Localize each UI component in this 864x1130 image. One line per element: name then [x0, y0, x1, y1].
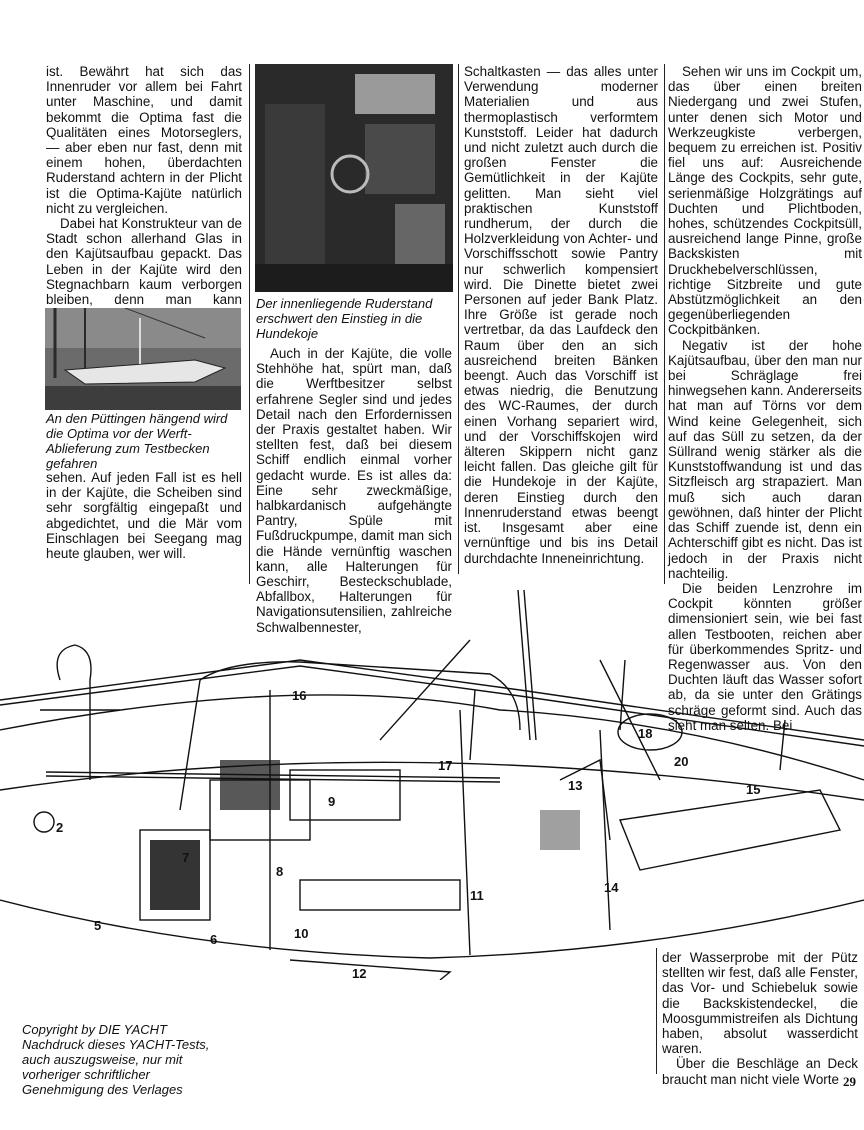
caption-harbor-photo: An den Püttingen hängend wird die Optima vor der Werft-Ablieferung zum Testbecken gefahren	[46, 411, 228, 471]
paragraph: Über die Beschläge an Deck braucht man nicht viele Worte	[662, 1056, 858, 1087]
drawing-label-17: 17	[438, 758, 453, 773]
column-4-bottom	[662, 950, 858, 1087]
column-1-top	[46, 64, 242, 322]
drawing-label-15: 15	[746, 782, 761, 797]
drawing-label-16: 16	[292, 688, 307, 703]
drawing-label-12: 12	[352, 966, 367, 980]
paragraph: Die beiden Lenzrohre im Cockpit könnten größer dimensioniert sein, wie bei fast allen Testbooten, reichen aber für überkommendes Spritz- und Regenwasser aus. Von den Duchten läuft das Wasser sofort ab, da sie unter den Grätings schräge geformt sind. Auch das sieht man selten. Bei	[668, 580, 862, 733]
drawing-label-11: 11	[470, 888, 484, 903]
photo-harbor	[45, 308, 241, 410]
paragraph: Auch in der Kajüte, die volle Stehhöhe hat, spürt man, daß die Werftbesitzer selbst erfahrene Segler sind und jedes Detail nach den Erfordernissen der Praxis gestaltet haben. Wir stellten fest, daß bei diesem Schiff endlich einmal vorher gedacht wurde. Es ist alles da: Eine sehr zweckmäßige, halbkardanisch aufgehängte Pantry, Spüle mit Fußdruckpumpe, damit man sich die Hände vernünftig waschen kann, alle Halterungen für Geschirr, Besteckschublade, Abfallbox, Halterungen für Navigationsutensilien, zahlreiche Schwalbennester,	[256, 346, 452, 635]
copyright-notice	[22, 1022, 209, 1097]
drawing-label-18: 18	[638, 726, 653, 741]
copyright-line: Nachdruck dieses YACHT-Tests,	[22, 1037, 210, 1052]
page-number: 29	[843, 1074, 856, 1089]
caption-interior-photo: Der innenliegende Ruderstand erschwert den Einstieg in die Hundekoje	[256, 296, 433, 341]
column-3	[464, 64, 658, 566]
copyright-line: Copyright by DIE YACHT	[22, 1022, 167, 1037]
paragraph: Schaltkasten — das alles unter Verwendung moderner Materialien und aus thermoplastisch verformtem Kunststoff. Leider hat dadurch und nicht zuletzt auch durch die großen Fenster die Gemütlichkeit in der Kajüte gelitten. Man sieht viel praktischen Kunststoff rundherum, der durch die Holzverkleidung von Achter- und Vorschiffsschott sowie Pantry nur schwerlich kompensiert wird. Die Dinette bietet zwei Personen auf jeder Bank Platz. Ihre Größe ist gerade noch vertretbar, da das Laufdeck den Raum über den an sich ausreichend breiten Bänken beengt. Auch das Vorschiff ist etwas niedrig, die Benutzung des WC-Raumes, der durch einen Vorhang separiert wird, und der Vorschiffskojen wird älteren Skippern nicht ganz leicht fallen. Das gleiche gilt für die Hundekoje in der Kajüte, deren Einstieg durch den Innenruderstand etwas beengt ist. Insgesamt aber eine vernünftige und bis ins Detail durchdachte Inneneinrichtung.	[464, 64, 658, 566]
drawing-label-7: 7	[182, 850, 190, 865]
drawing-label-2: 2	[56, 820, 64, 835]
harbor-photo-image	[45, 308, 241, 410]
drawing-label-9: 9	[328, 794, 336, 809]
drawing-label-8: 8	[276, 864, 284, 879]
paragraph: der Wasserprobe mit der Pütz stellten wir fest, daß alle Fenster, das Vor- und Schiebeluk sowie die Backskistendeckel, die Moosgummistreifen als Dichtung haben, absolut wasserdicht waren.	[662, 950, 858, 1057]
copyright-line: Genehmigung des Verlages	[22, 1082, 183, 1097]
interior-photo-image	[255, 64, 453, 292]
column-1-bottom	[46, 470, 242, 561]
drawing-label-14: 14	[604, 880, 619, 895]
drawing-label-13: 13	[568, 778, 583, 793]
photo-interior	[255, 64, 453, 292]
paragraph: Sehen wir uns im Cockpit um, das über einen breiten Niedergang und zwei Stufen, unter denen sich Motor und Werkzeugkiste verbergen, bequem zu erreichen ist. Positiv fiel uns auf: Ausreichende Länge des Cockpits, sehr gute, serienmäßige Holzgrätings auf Duchten und Plichtboden, hohes, schützendes Cockpitsüll, ausreichend lange Pinne, große Backskisten mit Druckhebelverschlüssen, richtige Sitzbreite und gute Abstützmöglichkeit an den gegenüberliegenden Cockpitbänken.	[668, 64, 862, 338]
cutaway-drawing	[0, 580, 864, 980]
drawing-label-5: 5	[94, 918, 102, 933]
column-rule	[664, 64, 665, 584]
column-rule	[249, 64, 250, 584]
paragraph: ist. Bewährt hat sich das Innenruder vor allem bei Fahrt unter Maschine, und damit bekommt die Optima fast die Qualitäten eines Motorseglers, — aber eben nur fast, denn mit einem hohen, überdachten Ruderstand achtern in der Plicht ist die Optima-Kajüte natürlich nicht zu vergleichen.	[46, 64, 242, 216]
drawing-label-6: 6	[210, 932, 218, 947]
column-rule	[656, 948, 657, 1074]
paragraph: Negativ ist der hohe Kajütsaufbau, über den man nur bei Schräglage frei hinwegsehen kann. Andererseits hat man auf Törns vor dem Wind keine Gelegenheit, sich auf das Süll zu setzen, da der Süllrand wenig stärker als die Kunststoffwandung ist und das Sitzfleisch arg strapaziert. Man muß sich auch daran gewöhnen, daß hinter der Plicht das Schiff zuende ist, denn ein Achterschiff gibt es nicht. Das ist jedoch in der Praxis nicht nachteilig.	[668, 337, 862, 581]
paragraph: Dabei hat Konstrukteur van de Stadt schon allerhand Glas in den Kajütsaufbau gepackt. Das Leben in der Kajüte wird den Stegnachbarn kaum verborgen bleiben, denn man kann	[46, 216, 242, 308]
copyright-line: vorheriger schriftlicher	[22, 1067, 150, 1082]
paragraph: sehen. Auf jeden Fall ist es hell in der Kajüte, die Scheiben sind sehr sorgfältig eingepaßt und abgedichtet, und die Mär vom Einschlagen bei Seegang mag heute glauben, wer will.	[46, 470, 242, 562]
column-rule	[458, 64, 459, 574]
drawing-label-20: 20	[674, 754, 689, 769]
drawing-label-10: 10	[294, 926, 309, 941]
copyright-line: auch auszugsweise, nur mit	[22, 1052, 183, 1067]
